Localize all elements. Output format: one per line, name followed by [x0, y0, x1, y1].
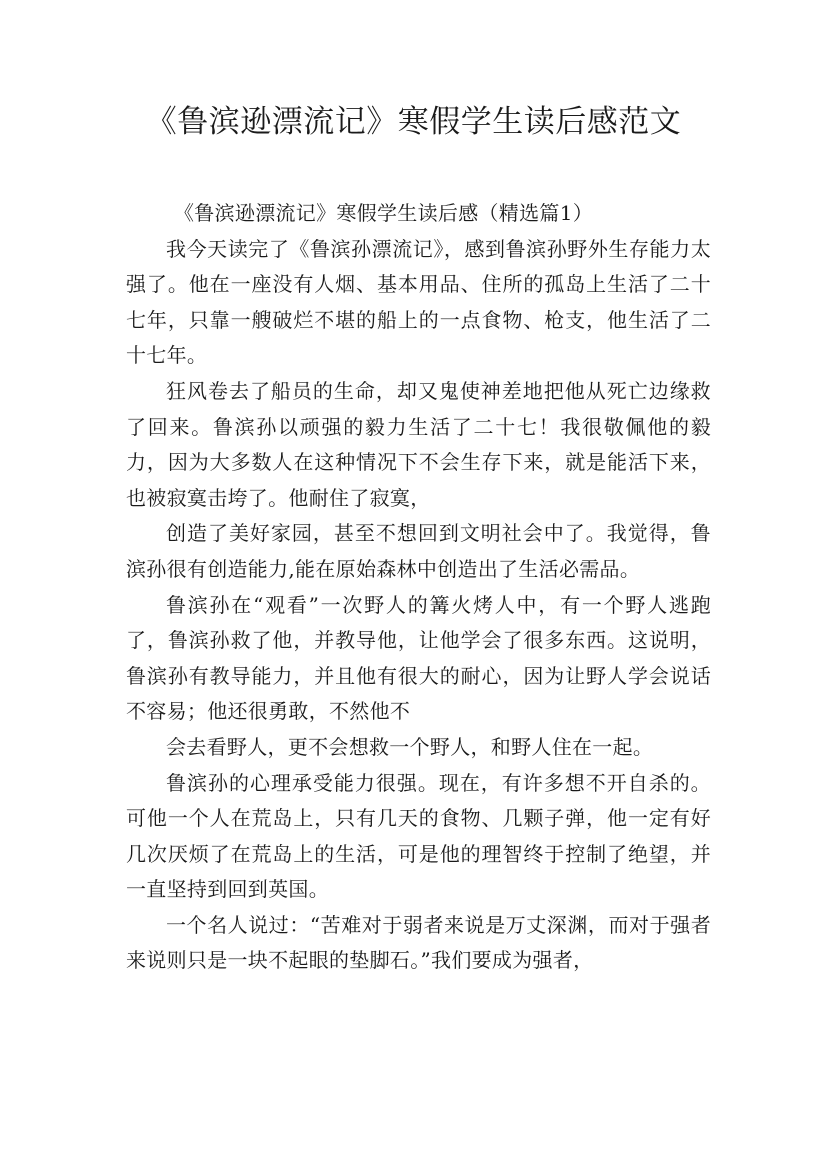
paragraph: 我今天读完了《鲁滨孙漂流记》，感到鲁滨孙野外生存能力太强了。他在一座没有人烟、基本用品、住所的孤岛上生活了二十七年，只靠一艘破烂不堪的船上的一点食物、枪支，他生活了二十七年。 [126, 236, 711, 368]
paragraph: 狂风卷去了船员的生命，却又鬼使神差地把他从死亡边缘救了回来。鲁滨孙以顽强的毅力生活了二十七！我很敬佩他的毅力，因为大多数人在这种情况下不会生存下来，就是能活下来，也被寂寞击垮了。他耐住了寂寞， [126, 378, 711, 510]
section-subtitle: 《鲁滨逊漂流记》寒假学生读后感（精选篇1） [174, 201, 594, 225]
document-body [126, 196, 711, 979]
paragraph: 鲁滨孙在“观看”一次野人的篝火烤人中，有一个野人逃跑了，鲁滨孙救了他，并教导他，让他学会了很多东西。这说明，鲁滨孙有教导能力，并且他有很大的耐心，因为让野人学会说话不容易；他还很勇敢，不然他不 [126, 592, 711, 724]
paragraph: 会去看野人，更不会想救一个野人，和野人住在一起。 [166, 734, 654, 759]
document-title: 《鲁滨逊漂流记》寒假学生读后感范文 [145, 104, 682, 140]
paragraph: 一个名人说过：“苦难对于弱者来说是万丈深渊，而对于强者来说则只是一块不起眼的垫脚石。”我们要成为强者， [126, 912, 711, 973]
paragraph: 鲁滨孙的心理承受能力很强。现在，有许多想不开自杀的。可他一个人在荒岛上，只有几天的食物、几颗子弹，他一定有好几次厌烦了在荒岛上的生活，可是他的理智终于控制了绝望，并一直坚持到回到英国。 [126, 770, 711, 902]
paragraph: 创造了美好家园，甚至不想回到文明社会中了。我觉得，鲁滨孙很有创造能力,能在原始森林中创造出了生活必需品。 [126, 521, 711, 581]
